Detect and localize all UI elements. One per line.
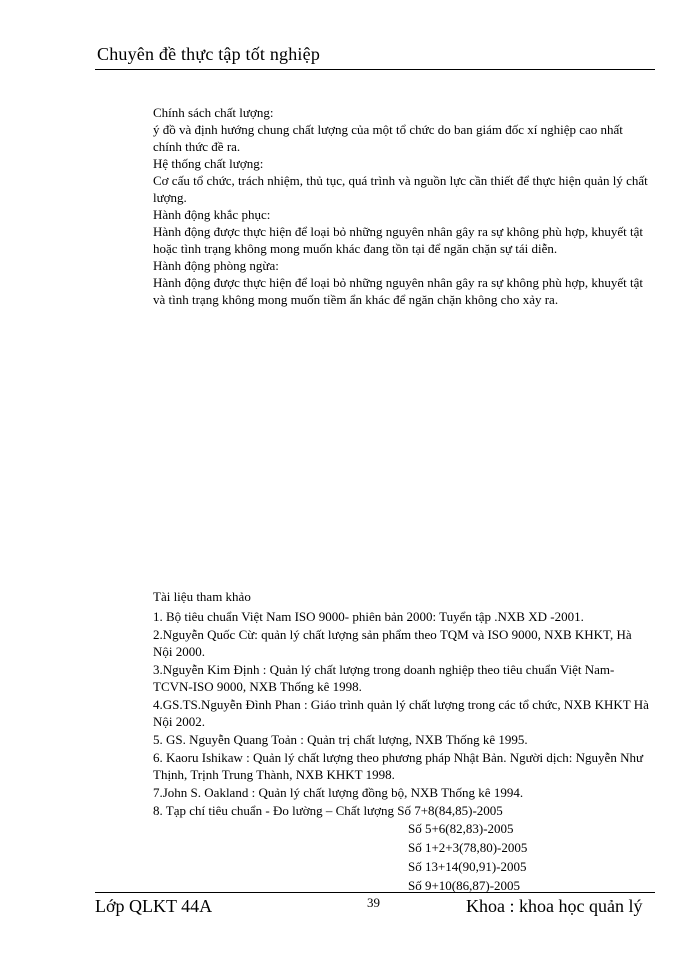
- reference-item: 1. Bộ tiêu chuẩn Việt Nam ISO 9000- phiên bản 2000: Tuyển tập .NXB XD -2001.: [153, 609, 584, 624]
- definition-term: Hệ thống chất lượng:: [153, 156, 264, 171]
- definitions-section: [153, 104, 653, 308]
- journal-issue: Số 1+2+3(78,80)-2005: [408, 840, 528, 855]
- definition-term: Chính sách chất lượng:: [153, 105, 274, 120]
- reference-item: 8. Tạp chí tiêu chuẩn - Đo lường – Chất lượng Số 7+8(84,85)-2005: [153, 803, 503, 818]
- reference-item: 7.John S. Oakland : Quản lý chất lượng đồng bộ, NXB Thống kê 1994.: [153, 785, 524, 800]
- footer-faculty-label: Khoa : khoa học quản lý: [466, 896, 643, 916]
- definition-text: ý đồ và định hướng chung chất lượng của một tổ chức do ban giám đốc xí nghiệp cao nhất chính thức đề ra.: [153, 122, 623, 154]
- reference-item: 2.Nguyễn Quốc Cừ: quản lý chất lượng sản phẩm theo TQM và ISO 9000, NXB KHKT, Hà Nội 2000.: [153, 627, 632, 659]
- definition-text: Cơ cấu tổ chức, trách nhiệm, thủ tục, quá trình và nguồn lực cần thiết để thực hiện quản lý chất lượng.: [153, 173, 648, 205]
- definition-text: Hành động được thực hiện để loại bỏ những nguyên nhân gây ra sự không phù hợp, khuyết tật hoặc tình trạng không mong muốn khác đang tồn tại để ngăn chặn sự tái diễn.: [153, 224, 643, 256]
- page-number: 39: [367, 895, 380, 910]
- header-divider: [95, 69, 655, 70]
- definition-text: Hành động được thực hiện để loại bỏ những nguyên nhân gây ra sự không phù hợp, khuyết tật và tình trạng không mong muốn tiềm ẩn khác để ngăn chặn không cho xảy ra.: [153, 275, 643, 307]
- definition-term: Hành động khắc phục:: [153, 207, 271, 222]
- footer-class-label: Lớp QLKT 44A: [95, 896, 213, 916]
- references-section: [153, 588, 653, 896]
- journal-issue: Số 9+10(86,87)-2005: [408, 878, 521, 893]
- journal-issue: Số 5+6(82,83)-2005: [408, 821, 514, 836]
- journal-issue: Số 13+14(90,91)-2005: [408, 859, 527, 874]
- definition-term: Hành động phòng ngừa:: [153, 258, 279, 273]
- reference-item: 6. Kaoru Ishikaw : Quản lý chất lượng theo phương pháp Nhật Bản. Người dịch: Nguyễn Như Thịnh, Trịnh Trung Thành, NXB KHKT 1998.: [153, 750, 644, 782]
- reference-item: 4.GS.TS.Nguyễn Đình Phan : Giáo trình quản lý chất lượng trong các tổ chức, NXB KHKT Hà Nội 2002.: [153, 697, 649, 729]
- reference-item: 3.Nguyễn Kim Định : Quản lý chất lượng trong doanh nghiệp theo tiêu chuẩn Việt Nam-TCVN-ISO 9000, NXB Thống kê 1998.: [153, 662, 615, 694]
- page-header-title: Chuyên đề thực tập tốt nghiệp: [97, 44, 321, 64]
- references-title: Tài liệu tham khảo: [153, 589, 251, 604]
- reference-item: 5. GS. Nguyễn Quang Toản : Quản trị chất lượng, NXB Thống kê 1995.: [153, 732, 528, 747]
- footer-divider: [95, 892, 655, 893]
